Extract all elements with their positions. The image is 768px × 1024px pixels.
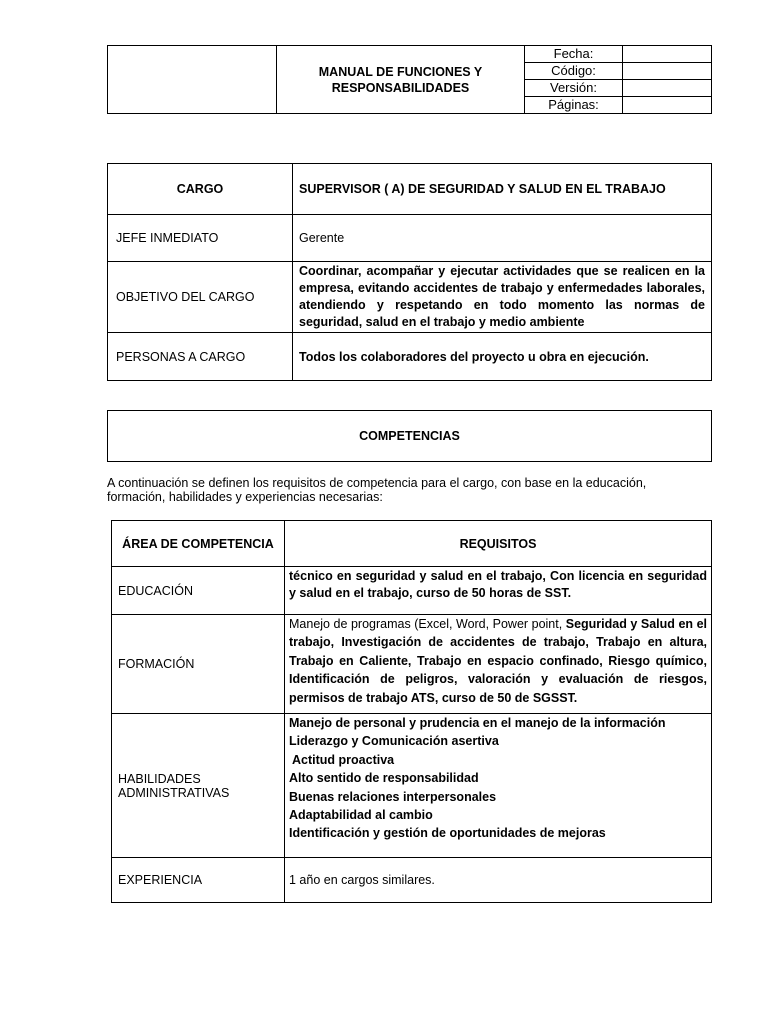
cargo-table xyxy=(107,163,712,381)
meta-label-fecha: Fecha: xyxy=(525,46,623,63)
habilidad-item: Buenas relaciones interpersonales xyxy=(289,789,497,804)
meta-value-paginas xyxy=(623,97,712,114)
habilidades-value xyxy=(285,714,712,858)
meta-label-paginas: Páginas: xyxy=(525,97,623,114)
objetivo-label: OBJETIVO DEL CARGO xyxy=(108,262,293,333)
competencias-box xyxy=(107,410,712,462)
document-title-line2: RESPONSABILIDADES xyxy=(331,80,470,95)
document-title xyxy=(277,46,525,114)
habilidad-item: Manejo de personal y prudencia en el manejo de la información xyxy=(289,716,666,730)
competencias-intro-line1: A continuación se definen los requisitos de competencia para el cargo, con base en la educación, xyxy=(107,476,647,490)
educacion-label: EDUCACIÓN xyxy=(112,567,285,615)
formacion-value xyxy=(285,615,712,714)
col-header-requisitos: REQUISITOS xyxy=(285,521,712,567)
experiencia-label: EXPERIENCIA xyxy=(112,858,285,903)
experiencia-value: 1 año en cargos similares. xyxy=(285,858,712,903)
formacion-value-prefix: Manejo de programas (Excel, Word, Power point, xyxy=(289,617,563,631)
cargo-value: SUPERVISOR ( A) DE SEGURIDAD Y SALUD EN EL TRABAJO xyxy=(293,164,712,215)
cargo-label: CARGO xyxy=(108,164,293,215)
habilidad-item: Liderazgo y Comunicación asertiva xyxy=(289,734,499,749)
personas-a-cargo-label: PERSONAS A CARGO xyxy=(108,333,293,381)
habilidad-item: Adaptabilidad al cambio xyxy=(289,808,433,823)
habilidad-item: Alto sentido de responsabilidad xyxy=(289,771,479,786)
formacion-value-rest: Seguridad y Salud en el trabajo, Investigación de accidentes de trabajo, Trabajo en altura, Trabajo en Caliente, Trabajo en espacio confinado, Riesgo químico, Identificación de peligros, valoración y evaluación de riesgos, permisos de trabajo ATS, curso de 50 de SGSST. xyxy=(289,617,708,705)
habilidades-label xyxy=(112,714,285,858)
col-header-area: ÁREA DE COMPETENCIA xyxy=(112,521,285,567)
logo-cell xyxy=(108,46,277,114)
meta-value-fecha xyxy=(623,46,712,63)
competencias-heading: COMPETENCIAS xyxy=(108,411,712,462)
personas-a-cargo-value: Todos los colaboradores del proyecto u obra en ejecución. xyxy=(293,333,712,381)
jefe-inmediato-value: Gerente xyxy=(293,215,712,262)
formacion-label: FORMACIÓN xyxy=(112,615,285,714)
habilidades-list xyxy=(289,714,707,843)
educacion-value: técnico en seguridad y salud en el trabajo, Con licencia en seguridad y salud en el trabajo, curso de 50 horas de SST. xyxy=(285,567,712,615)
meta-value-version xyxy=(623,80,712,97)
document-header-table xyxy=(107,45,712,114)
habilidad-item: Identificación y gestión de oportunidades de mejoras xyxy=(289,826,606,841)
document-title-line1: MANUAL DE FUNCIONES Y xyxy=(318,64,483,79)
habilidades-label-line1: HABILIDADES xyxy=(118,771,201,786)
habilidades-label-line2: ADMINISTRATIVAS xyxy=(118,785,230,800)
jefe-inmediato-label: JEFE INMEDIATO xyxy=(108,215,293,262)
meta-label-codigo: Código: xyxy=(525,63,623,80)
competencias-intro xyxy=(107,476,712,504)
meta-value-codigo xyxy=(623,63,712,80)
requisitos-table xyxy=(111,520,712,903)
competencias-intro-line2: formación, habilidades y experiencias necesarias: xyxy=(107,490,383,504)
objetivo-value: Coordinar, acompañar y ejecutar actividades que se realicen en la empresa, evitando accidentes de trabajo y enfermedades laborales, atendiendo y respetando en todo momento las normas de seguridad, salud en el trabajo y medio ambiente xyxy=(293,262,712,333)
meta-label-version: Versión: xyxy=(525,80,623,97)
habilidad-item: Actitud proactiva xyxy=(289,752,395,767)
